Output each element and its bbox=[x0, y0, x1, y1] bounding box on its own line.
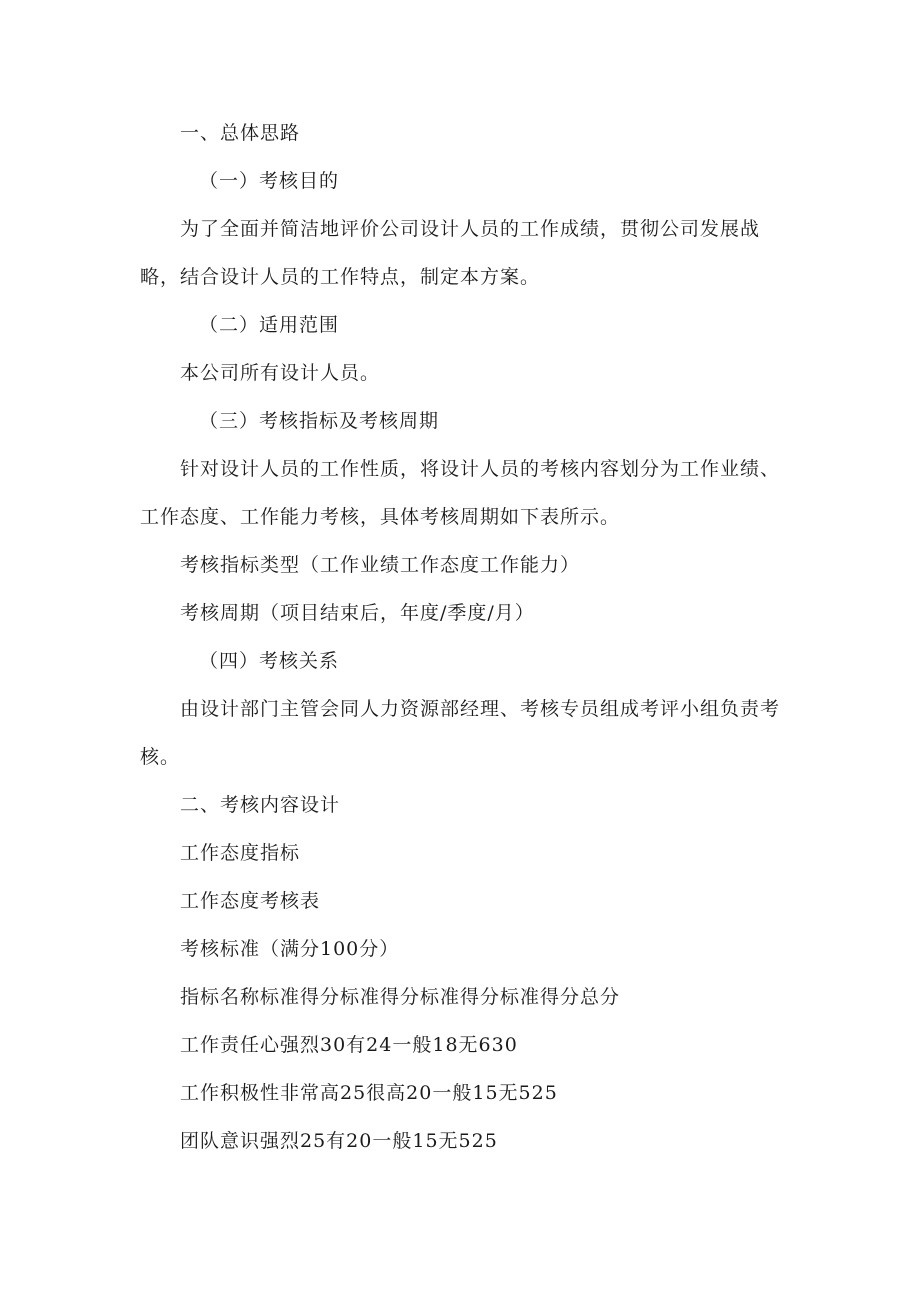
subsection-purpose-heading: （一）考核目的 bbox=[199, 170, 340, 192]
assessment-period-line: 考核周期（项目结束后，年度/季度/月） bbox=[180, 602, 535, 624]
purpose-paragraph-line-1: 为了全面并简洁地评价公司设计人员的工作成绩，贯彻公司发展战 bbox=[180, 218, 761, 240]
relationship-paragraph-line-1: 由设计部门主管会同人力资源部经理、考核专员组成考评小组负责考 bbox=[180, 698, 781, 720]
table-row: 工作积极性非常高25很高20一般15无525 bbox=[180, 1082, 558, 1104]
relationship-paragraph-line-2: 核。 bbox=[140, 746, 181, 768]
section-1-heading: 一、总体思路 bbox=[180, 122, 301, 144]
subsection-indicators-heading: （三）考核指标及考核周期 bbox=[199, 410, 440, 432]
attitude-indicator-line: 工作态度指标 bbox=[180, 842, 301, 864]
scope-paragraph: 本公司所有设计人员。 bbox=[180, 362, 381, 384]
indicator-types-line: 考核指标类型（工作业绩工作态度工作能力） bbox=[180, 554, 581, 576]
assessment-standard-line: 考核标准（满分100分） bbox=[180, 938, 400, 960]
purpose-paragraph-line-2: 略，结合设计人员的工作特点，制定本方案。 bbox=[140, 266, 541, 288]
indicators-paragraph-line-1: 针对设计人员的工作性质，将设计人员的考核内容划分为工作业绩、 bbox=[180, 458, 781, 480]
table-row: 工作责任心强烈30有24一般18无630 bbox=[180, 1034, 518, 1056]
subsection-scope-heading: （二）适用范围 bbox=[199, 314, 340, 336]
indicators-paragraph-line-2: 工作态度、工作能力考核，具体考核周期如下表所示。 bbox=[140, 506, 621, 528]
subsection-relationship-heading: （四）考核关系 bbox=[199, 650, 340, 672]
attitude-table-title: 工作态度考核表 bbox=[180, 890, 321, 912]
section-2-heading: 二、考核内容设计 bbox=[180, 794, 341, 816]
table-header-line: 指标名称标准得分标准得分标准得分标准得分总分 bbox=[180, 986, 621, 1008]
table-row: 团队意识强烈25有20一般15无525 bbox=[180, 1130, 498, 1152]
